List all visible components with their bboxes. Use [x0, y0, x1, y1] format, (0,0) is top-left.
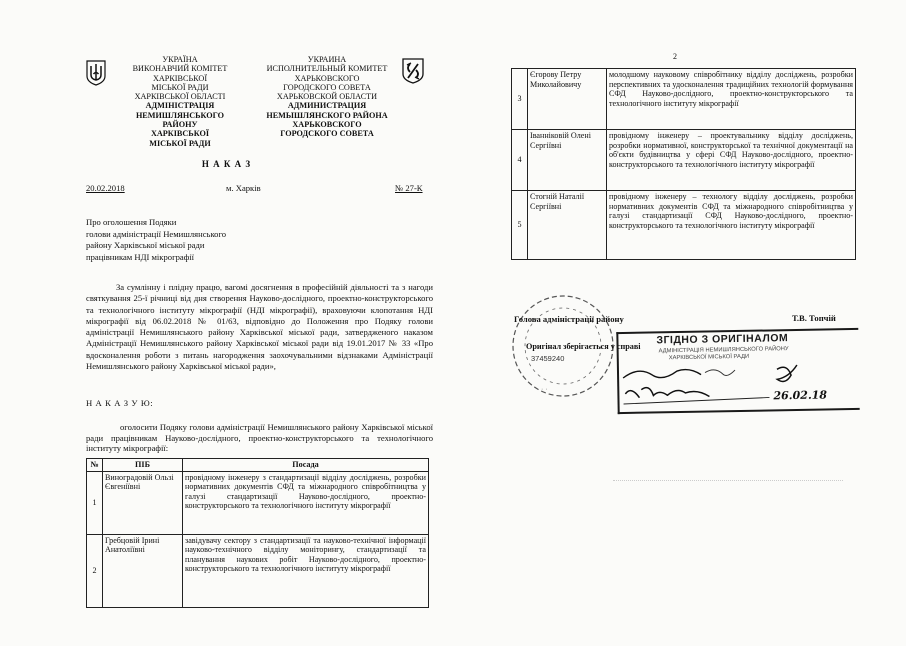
header-ru-line: ХАРЬКОВСКОГО [292, 120, 362, 130]
order-word: Н А К А З У Ю: [86, 398, 154, 408]
order-date: 20.02.2018 [86, 183, 125, 193]
row-number: 2 [87, 534, 103, 607]
trident-emblem-icon [86, 60, 106, 86]
table-row [87, 471, 429, 534]
subject-line: голови адміністрації Немишлянського [86, 228, 227, 239]
column-header-number: № [87, 459, 103, 472]
order-city: м. Харків [226, 183, 261, 193]
header-ua-line: АДМІНІСТРАЦІЯ [145, 101, 215, 111]
header-ru-line: ХАРЬКОВСКОГО [294, 73, 360, 83]
table-row [87, 534, 429, 607]
seal-code: 37459240 [531, 354, 565, 363]
stamp-title: ЗГІДНО З ОРИГІНАЛОМ [656, 332, 789, 347]
table-row [512, 130, 856, 191]
awardees-table-page-1 [86, 458, 429, 608]
header-ua-line: ХАРКІВСЬКОЇ [152, 73, 208, 83]
column-header-position: Посада [183, 459, 429, 472]
row-name: Іванніковій Олені Сергіївні [528, 130, 607, 191]
row-number: 3 [512, 69, 528, 130]
row-name: Єгорову Петру Миколайовичу [528, 69, 607, 130]
document-type: Н А К А З [201, 159, 252, 169]
header-ua-line: ХАРКІВСЬКОЇ [150, 129, 210, 139]
svg-text:· ·: · · [541, 386, 548, 393]
scan-artifact-line [613, 480, 843, 481]
stamp-date: 26.02.18 [773, 388, 828, 403]
header-ru-line: ХАРЬКОВСКОЙ ОБЛАСТИ [276, 92, 378, 102]
subject-line: працівникам НДІ мікрографії [86, 251, 195, 262]
header-ru-line: АДМИНИСТРАЦИЯ [287, 101, 367, 111]
page-number: 2 [673, 52, 677, 61]
table-row [512, 69, 856, 130]
order-number: № 27-К [395, 183, 423, 193]
header-ru-line: ГОРОДСКОГО СОВЕТА [283, 82, 371, 92]
awardees-table-page-2 [511, 68, 856, 260]
header-ua-line: ХАРКІВСЬКОЇ ОБЛАСТІ [134, 92, 226, 102]
row-position: молодшому науковому співробітнику відділу досліджень, розробки перспективних та удосконалення традиційних технологій формування СФД Науково-дослідного, проектно-конструкторського та технологічного інституту мікрографії [607, 69, 856, 130]
stamp-line: ХАРКІВСЬКОЇ МІСЬКОЇ РАДИ [668, 353, 750, 362]
header-ukrainian [126, 55, 234, 148]
preamble-text: За сумлінну і плідну працю, вагомі досягнення в професійній діяльності та з нагоди святкування 25-ї річниці від дня створення Науково-дослідного, проектно-конструкторського та технологічного інституту мікрографії (НДІ мікрографії), враховуючи клопотання НДІ мікрографії від 06.02.2018 № 01/63, відповідно до Положення про Подяку голови адміністрації Немишлянського району Харківської міської ради, затвердженого наказом Адміністрації Немишлянського району Харківської міської ради від 19.01.2017 № 33 «Про вдосконалення роботи з питань нагородження заохочувальними відзнаками Адміністрації Немишлянського району Харківської міської ради», [86, 282, 433, 372]
signer-title: Голова адміністрації району [514, 314, 624, 324]
order-subject [86, 217, 226, 263]
original-note: Оригінал зберігається у справі [526, 342, 641, 351]
signer-name: Т.В. Топчій [792, 313, 836, 323]
document-page-2 [453, 0, 906, 646]
table-row [512, 191, 856, 260]
certification-stamp [616, 328, 859, 414]
row-name: Гребцовій Ірині Анатоліївні [103, 534, 183, 607]
row-position: провідному інженеру – проектувальнику відділу досліджень, розробки нормативної, конструкторської та технічної документації на об'єкти будівництва у сфері СФД Науково-дослідного, проектно-конструкторського та технологічного інституту мікрографії [607, 130, 856, 191]
header-ua-line: НЕМИШЛЯНСЬКОГО РАЙОНУ [135, 110, 225, 130]
row-number: 4 [512, 130, 528, 191]
column-header-name: ПІБ [103, 459, 183, 472]
header-ru-line: ИСПОЛНИТЕЛЬНЫЙ КОМИТЕТ [266, 64, 388, 74]
header-russian [262, 55, 392, 139]
row-name: Стогній Наталії Сергіївні [528, 191, 607, 260]
subject-line: району Харківської міської ради [86, 240, 205, 250]
subject-line: Про оголошення Подяки [86, 217, 177, 227]
stamp-line: АДМІНІСТРАЦІЯ НЕМИШЛЯНСЬКОГО РАЙОНУ [658, 346, 789, 355]
row-number: 1 [87, 471, 103, 534]
handwritten-signature [619, 360, 860, 410]
row-position: провідному інженеру – технологу відділу досліджень, розробки нормативних документів СФД та міжнародного співробітництва у галузі стандартизації СФД Науково-дослідного, проектно-конструкторського та технологічного інституту мікрографії [607, 191, 856, 260]
header-ru-line: УКРАИНА [307, 55, 347, 64]
row-name: Виноградовій Ользі Євгеніївні [103, 471, 183, 534]
header-ru-line: НЕМЫШЛЯНСКОГО РАЙОНА [266, 110, 388, 120]
row-position: провідному інженеру з стандартизації відділу досліджень, розробки нормативних документів СФД та міжнародного співробітництва у галузі стандартизації Науково-дослідного, проектно-конструкторського та технологічного інституту мікрографії [183, 471, 429, 534]
header-ua-line: ВИКОНАВЧИЙ КОМІТЕТ [132, 64, 228, 74]
row-position: завідувачу сектору з стандартизації та науково-технічної інформації науково-технічного відділу моніторингу, стандартизації та планування наукових робіт Науково-дослідного, проектно-конструкторського та технологічного інституту мікрографії [183, 534, 429, 607]
table-header-row [87, 459, 429, 472]
order-text: оголосити Подяку голови адміністрації Немишлянського району Харківської міської ради працівникам Науково-дослідного, проектно-конструкторського та технологічного інституту мікрографії: [86, 422, 433, 454]
city-emblem-icon [402, 58, 424, 84]
header-ua-line: УКРАЇНА [162, 55, 198, 64]
header-ru-line: ГОРОДСКОГО СОВЕТА [280, 129, 374, 139]
header-ua-line: МІСЬКОЇ РАДИ [151, 82, 209, 92]
row-number: 5 [512, 191, 528, 260]
header-ua-line: МІСЬКОЇ РАДИ [149, 138, 211, 148]
